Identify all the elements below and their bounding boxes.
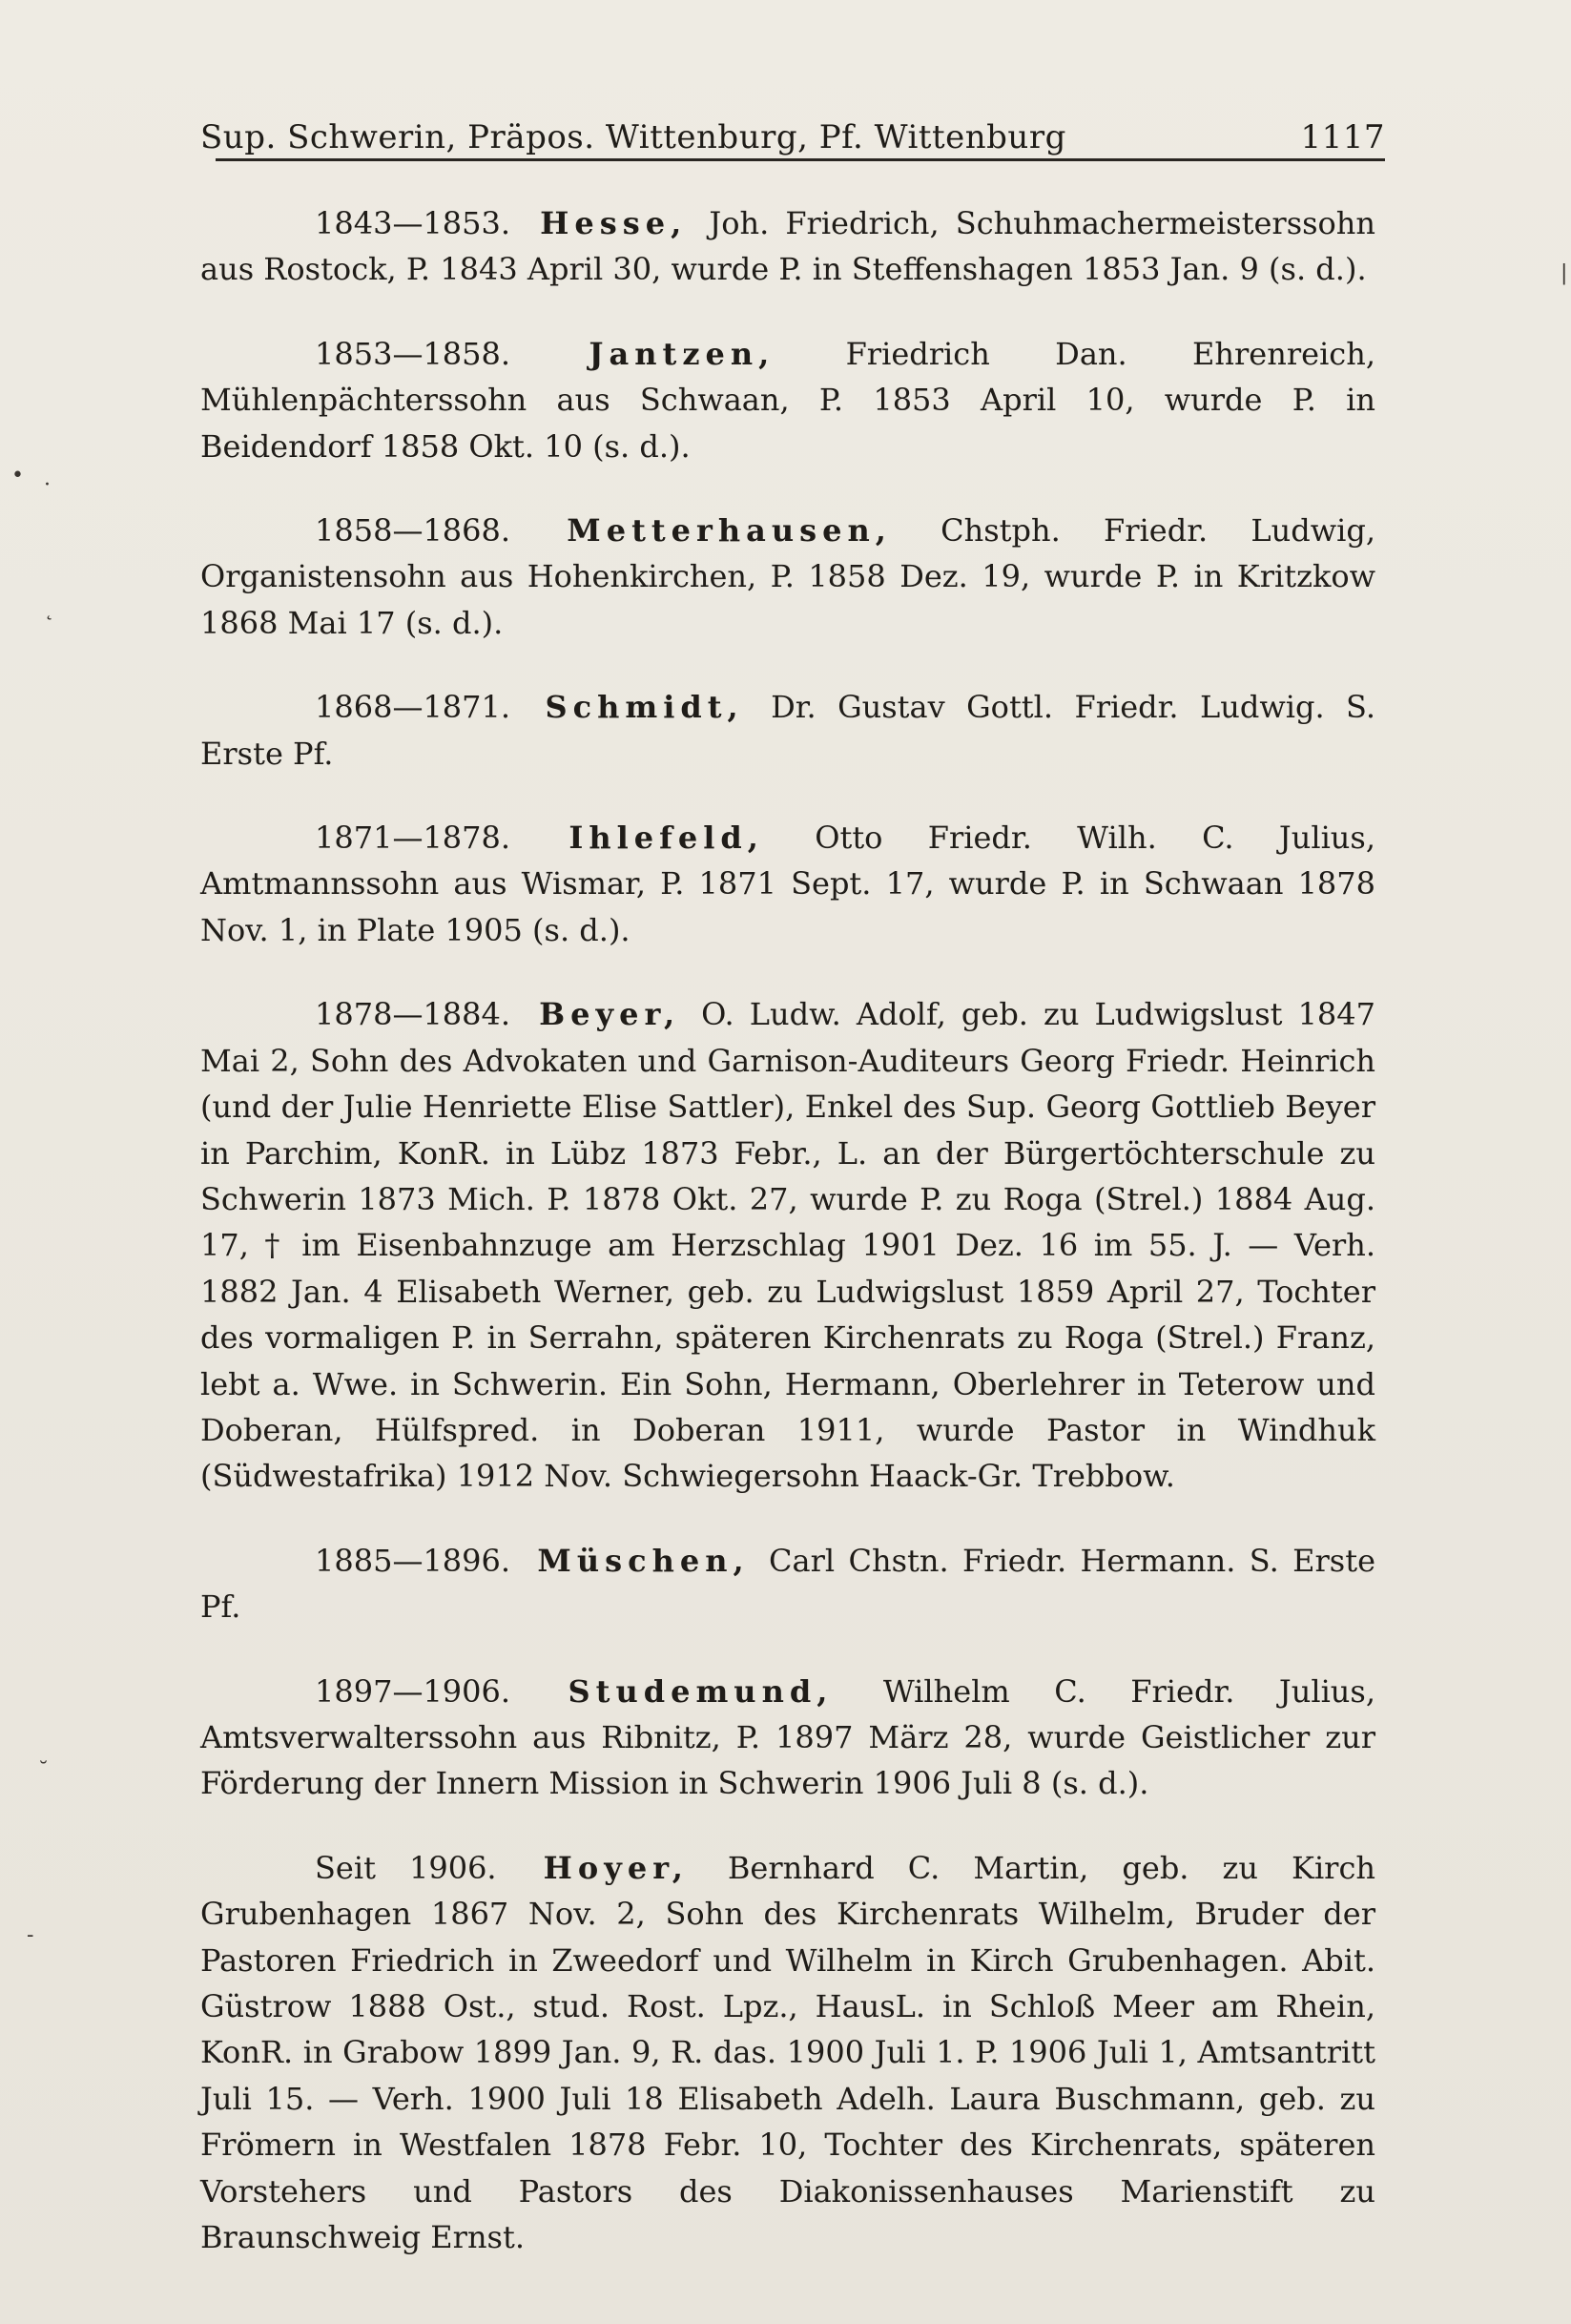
entry-years: 1868—1871. [315,689,511,726]
entry-years: 1858—1868. [315,512,511,550]
entry-hoyer [200,1845,1375,2261]
entry-name: Beyer, [539,996,681,1033]
entry-years: 1871—1878. [315,820,511,857]
entry-schmidt [200,684,1375,777]
entry-text: Carl Chstn. Friedr. Hermann. S. Erste Pf. [200,1542,1376,1626]
running-header [200,103,1385,156]
entry-text: Friedrich Dan. Ehrenreich, Mühlenpächterssohn aus Schwaan, P. 1853 April 10, wurde P. in Beidendorf 1858 Okt. 10 (s. d.). [200,335,1375,465]
entry-text: Joh. Friedrich, Schuhmachermeisterssohn aus Rostock, P. 1843 April 30, wurde P. in Steffenshagen 1853 Jan. 9 (s. d.). [200,205,1376,288]
header-rule [216,158,1385,161]
entry-name: Hesse, [540,205,688,241]
entry-years: 1885—1896. [315,1542,511,1579]
entry-text: Wilhelm C. Friedr. Julius, Amtsverwalterssohn aus Ribnitz, P. 1897 März 28, wurde Geistlicher zur Förderung der Innern Mission in Schwerin 1906 Juli 8 (s. d.). [200,1672,1375,1802]
entry-name: Schmidt, [545,689,744,726]
margin-speck: • [11,464,24,488]
entry-name: Studemund, [568,1672,834,1710]
margin-speck: ˘ [38,1759,49,1783]
entry-name: Müschen, [537,1542,750,1579]
entry-text: Chstph. Friedr. Ludwig, Organistensohn aus Hohenkirchen, P. 1858 Dez. 19, wurde P. in Kritzkow 1868 Mai 17 (s. d.). [200,512,1376,641]
entry-years: Seit 1906. [315,1849,497,1886]
entry-metterhausen [200,508,1375,646]
entry-years: 1843—1853. [315,205,511,241]
entry-text: Otto Friedr. Wilh. C. Julius, Amtmannssohn aus Wismar, P. 1871 Sept. 17, wurde P. in Schwaan 1878 Nov. 1, in Plate 1905 (s. d.). [200,820,1375,948]
entry-name: Ihlefeld, [568,820,764,857]
entry-name: Hoyer, [543,1849,689,1886]
entry-mueschen [200,1538,1375,1630]
margin-speck: | [1561,261,1568,285]
entry-ihlefeld [200,815,1375,953]
entry-years: 1878—1884. [315,996,511,1033]
page-body [200,200,1375,2298]
entry-years: 1853—1858. [315,335,511,372]
entry-text: O. Ludw. Adolf, geb. zu Ludwigslust 1847 Mai 2, Sohn des Advokaten und Garnison-Auditeurs Georg Friedr. Heinrich (und der Julie Henriette Elise Sattler), Enkel des Sup. Georg Gottlieb Beyer in Parchim, KonR. in Lübz 1873 Febr., L. an der Bürgertöchterschule zu Schwerin 1873 Mich. P. 1878 Okt. 27, wurde P. zu Roga (Strel.) 1884 Aug. 17, † im Eisenbahnzuge am Herzschlag 1901 Dez. 16 im 55. J. — Verh. 1882 Jan. 4 Elisabeth Werner, geb. zu Ludwigslust 1859 April 27, Tochter des vormaligen P. in Serrahn, späteren Kirchenrats zu Roga (Strel.) Franz, lebt a. Wwe. in Schwerin. Ein Sohn, Hermann, Oberlehrer in Teterow und Doberan, Hülfspred. in Doberan 1911, wurde Pastor in Windhuk (Südwestafrika) 1912 Nov. Schwiegersohn Haack-Gr. Trebbow. [200,996,1376,1495]
page-number: 1117 [1300,118,1385,156]
running-title: Sup. Schwerin, Präpos. Wittenburg, Pf. Wittenburg [200,118,1066,156]
margin-speck: ˛ [44,597,54,621]
entry-studemund [200,1669,1375,1807]
entry-name: Jantzen, [589,335,775,372]
entry-hesse [200,200,1375,293]
margin-speck: - [27,1923,34,1947]
entry-text: Dr. Gustav Gottl. Friedr. Ludwig. S. Erste Pf. [200,689,1376,772]
entry-years: 1897—1906. [315,1672,511,1710]
entry-jantzen [200,331,1375,469]
entry-beyer [200,991,1375,1499]
entry-name: Metterhausen, [567,512,892,550]
entry-text: Bernhard C. Martin, geb. zu Kirch Grubenhagen 1867 Nov. 2, Sohn des Kirchenrats Wilhelm, Bruder der Pastoren Friedrich in Zweedorf und Wilhelm in Kirch Grubenhagen. Abit. Güstrow 1888 Ost., stud. Rost. Lpz., HausL. in Schloß Meer am Rhein, KonR. in Grabow 1899 Jan. 9, R. das. 1900 Juli 1. P. 1906 Juli 1, Amtsantritt Juli 15. — Verh. 1900 Juli 18 Elisabeth Adelh. Laura Buschmann, geb. zu Frömern in Westfalen 1878 Febr. 10, Tochter des Kirchenrats, späteren Vorstehers und Pastors des Diakonissenhauses Marienstift zu Braunschweig Ernst. [200,1849,1376,2256]
margin-speck: · [44,473,51,497]
